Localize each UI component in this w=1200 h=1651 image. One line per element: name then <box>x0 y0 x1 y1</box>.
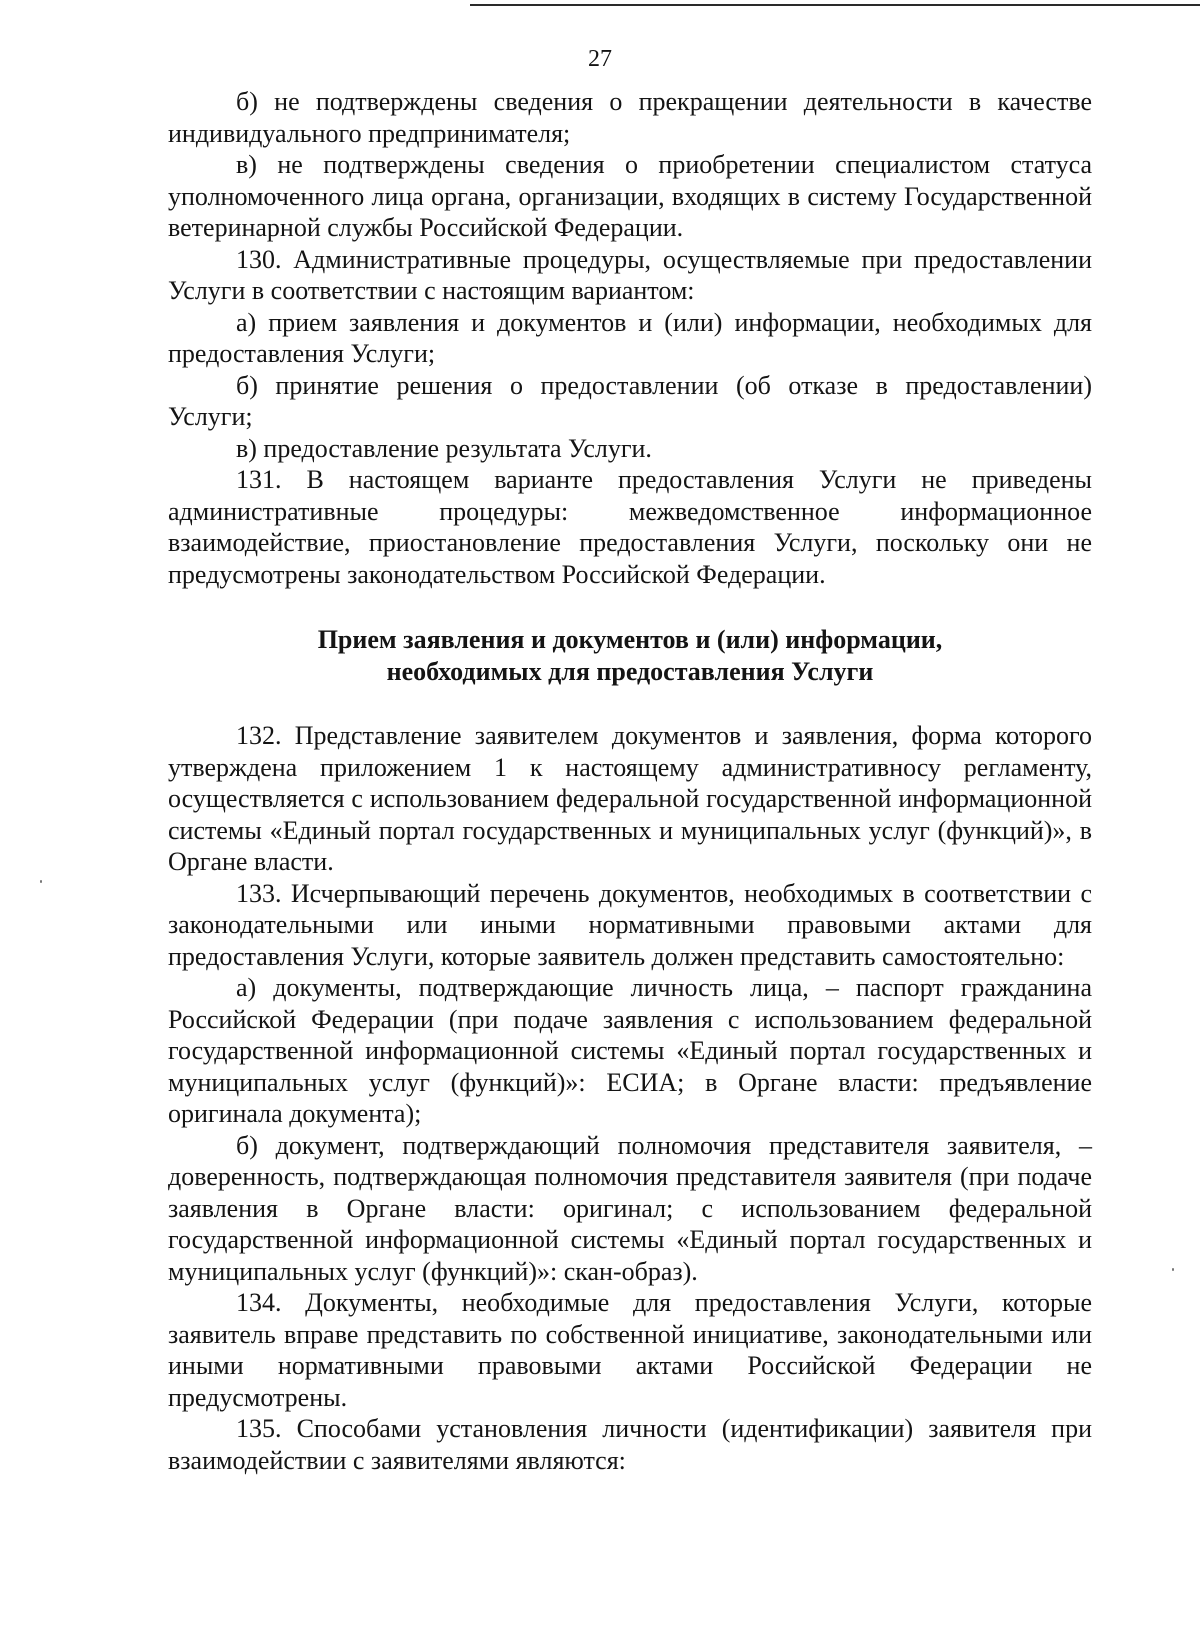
paragraph-135: 135. Способами установления личности (идентификации) заявителя при взаимодействии с заявителями являются: <box>168 1414 1092 1475</box>
paragraph-134: 134. Документы, необходимые для предоставления Услуги, которые заявитель вправе представить по собственной инициативе, законодательными или иными нормативными правовыми актами Российской Федерации не предусмотрены. <box>168 1288 1092 1412</box>
paragraph-129-v: в) не подтверждены сведения о приобретении специалистом статуса уполномоченного лица органа, организации, входящих в систему Государственной ветеринарной службы Российской Федерации. <box>168 150 1092 242</box>
scan-speck <box>40 880 42 883</box>
section-heading-line-1: Прием заявления и документов и (или) информации, <box>317 625 943 654</box>
paragraph-132: 132. Представление заявителем документов и заявления, форма которого утверждена приложением 1 к настоящему административносу регламенту, осуществляется с использованием федеральной государственной информационной системы «Единый портал государственных и муниципальных услуг (функций)», в Органе власти. <box>168 721 1092 876</box>
paragraph-131: 131. В настоящем варианте предоставления Услуги не приведены административные процедуры: межведомственное информационное взаимодействие, приостановление предоставления Услуги, поскольку они не предусмотрены законодательством Российской Федерации. <box>168 465 1092 589</box>
paragraph-133-b: б) документ, подтверждающий полномочия представителя заявителя, – доверенность, подтверждающая полномочия представителя заявителя (при подаче заявления в Органе власти: оригинал; с использованием федеральной государственной информационной системы «Единый портал государственных и муниципальных услуг (функций)»: скан-образ). <box>168 1130 1092 1286</box>
page-number: 27 <box>588 46 612 72</box>
paragraph-130: 130. Административные процедуры, осуществляемые при предоставлении Услуги в соответствии с настоящим вариантом: <box>168 244 1092 305</box>
scan-speck <box>1172 1268 1174 1271</box>
document-body <box>168 86 1092 1476</box>
paragraph-129-b: б) не подтверждены сведения о прекращении деятельности в качестве индивидуального предпринимателя; <box>168 87 1092 148</box>
paragraph-130-a: а) прием заявления и документов и (или) информации, необходимых для предоставления Услуги; <box>168 307 1092 368</box>
paragraph-130-v: в) предоставление результата Услуги. <box>236 433 652 463</box>
top-edge-line <box>470 4 1200 6</box>
paragraph-133-a: а) документы, подтверждающие личность лица, – паспорт гражданина Российской Федерации (при подаче заявления с использованием федеральной государственной информационной системы «Единый портал государственных и муниципальных услуг (функций)»: ЕСИА; в Органе власти: предъявление оригинала документа); <box>168 973 1092 1128</box>
paragraph-130-b: б) принятие решения о предоставлении (об отказе в предоставлении) Услуги; <box>168 370 1092 431</box>
section-heading-line-2: необходимых для предоставления Услуги <box>386 657 874 686</box>
section-heading <box>168 624 1092 688</box>
paragraph-133: 133. Исчерпывающий перечень документов, необходимых в соответствии с законодательными или иными нормативными правовыми актами для предоставления Услуги, которые заявитель должен представить самостоятельно: <box>168 878 1092 971</box>
